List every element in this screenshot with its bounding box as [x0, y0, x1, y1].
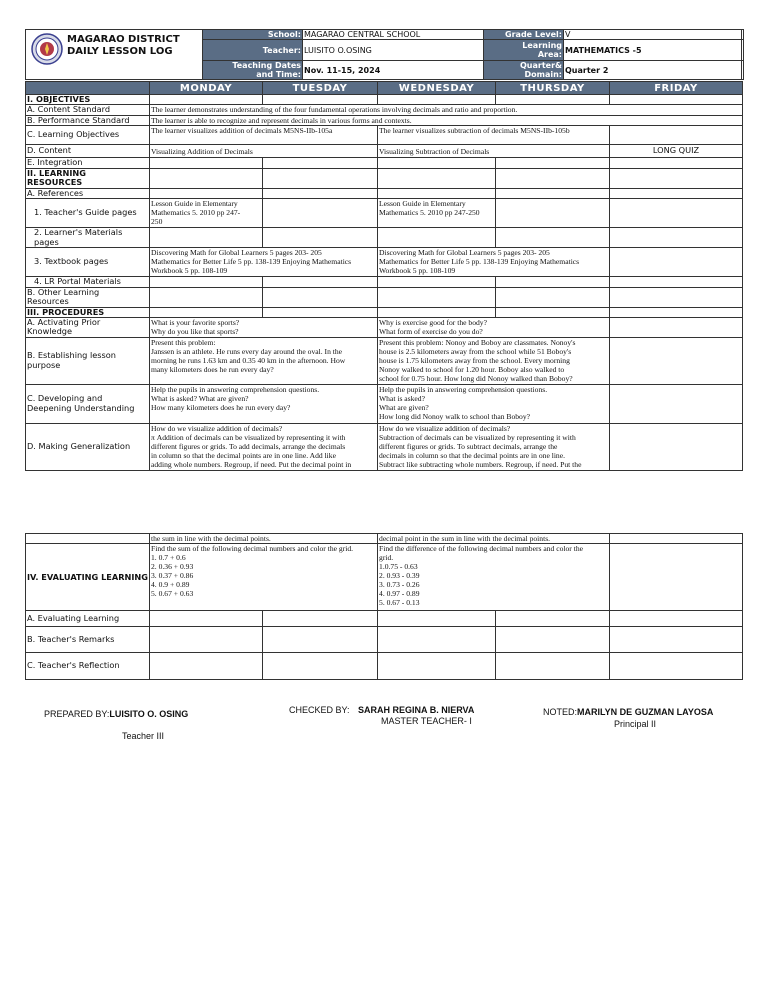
objective-wednesday: The learner visualizes subtraction of decimals M5NS-IIb-105b: [378, 126, 610, 145]
day-header-monday: MONDAY: [150, 82, 263, 95]
noted-by-title: Principal II: [614, 719, 657, 729]
grade-label: Grade Level:: [484, 30, 564, 40]
day-header-thursday: THURSDAY: [496, 82, 610, 95]
objectives-heading: I. OBJECTIVES: [26, 95, 150, 105]
prepared-by-name: LUISITO O. OSING: [109, 709, 189, 719]
area-label: Learning Area:: [484, 40, 564, 61]
prepared-by-block: [44, 709, 188, 719]
generalization-monday-cont: the sum in line with the decimal points.: [150, 534, 378, 544]
dates-label: Teaching Dates and Time:: [203, 61, 303, 80]
day-header-wednesday: WEDNESDAY: [378, 82, 496, 95]
objective-monday: The learner visualizes addition of decimals M5NS-IIb-105a: [150, 126, 378, 145]
checked-by-name: SARAH REGINA B. NIERVA: [358, 705, 475, 715]
evaluation-monday: Find the sum of the following decimal numbers and color the grid. 1. 0.7 + 0.6 2. 0.36 + 0.93 3. 0.37 + 0.86 4. 0.9 + 0.89 5. 0.67 + 0.63: [150, 544, 378, 611]
performance-standard-label: B. Performance Standard: [26, 115, 150, 126]
quarter-value: Quarter 2: [564, 61, 744, 80]
dates-value: Nov. 11-15, 2024: [303, 61, 484, 80]
evaluating-learning-label: A. Evaluating Learning: [26, 611, 150, 627]
noted-by-block: [543, 707, 713, 717]
prepared-by-title: Teacher III: [122, 731, 165, 741]
teachers-guide-wednesday: Lesson Guide in Elementary Mathematics 5. 2010 pp 247-250: [378, 199, 496, 228]
quarter-label: Quarter& Domain:: [484, 61, 564, 80]
developing-monday: Help the pupils in answering comprehension questions. What is asked? What are given? How many kilometers does he run every day?: [150, 384, 378, 423]
content-friday: LONG QUIZ: [610, 145, 743, 158]
procedures-heading: III. PROCEDURES: [26, 307, 150, 317]
title-line-1: MAGARAO DISTRICT: [67, 34, 180, 45]
document-title: [67, 34, 180, 58]
learners-materials-label: 2. Learner's Materials pages: [26, 228, 150, 248]
establishing-wednesday: Present this problem: Nonoy and Boboy are classmates. Nonoy's house is 2.5 kilometers away from the school while 51 Boboy's house is 1.75 kilometers away from the school. Every morning Nonoy walked to school for 1.20 hour. Boboy also walked to school for 0.75 hour. How long did Nonoy walked than Boboy?: [378, 337, 610, 384]
teachers-guide-label: 1. Teacher's Guide pages: [26, 199, 150, 228]
textbook-wednesday: Discovering Math for Global Learners 5 pages 203- 205 Mathematics for Better Life 5 pp. 138-139 Enjoying Mathematics Workbook 5 pp. 108-109: [378, 248, 610, 277]
content-monday: Visualizing Addition of Decimals: [150, 145, 378, 158]
activating-label: A. Activating Prior Knowledge: [26, 317, 150, 337]
content-wednesday: Visualizing Subtraction of Decimals: [378, 145, 610, 158]
other-resources-label: B. Other Learning Resources: [26, 287, 150, 307]
generalization-monday: How do we visualize addition of decimals? π Addition of decimals can be visualized by representing it with different figures or grids. To add decimals, arrange the decimals in column so that the decimal points are in one line. Add like adding whole numbers. Regroup, if need. Put the decimal point in: [150, 423, 378, 470]
grade-value: V: [564, 30, 744, 40]
day-header-tuesday: TUESDAY: [263, 82, 378, 95]
noted-by-name: MARILYN DE GUZMAN LAYOSA: [577, 707, 714, 717]
generalization-wednesday-cont: decimal point in the sum in line with the decimal points.: [378, 534, 610, 544]
evaluation-wednesday: Find the difference of the following decimal numbers and color the grid. 1.0.75 - 0.63 2. 0.93 - 0.39 3. 0.73 - 0.26 4. 0.97 - 0.89 5. 0.67 - 0.13: [378, 544, 610, 611]
activating-monday: What is your favorite sports? Why do you like that sports?: [150, 317, 378, 337]
checked-by-label: CHECKED BY:: [289, 705, 350, 715]
lr-portal-label: 4. LR Portal Materials: [26, 277, 150, 288]
content-label: D. Content: [26, 145, 150, 158]
activating-wednesday: Why is exercise good for the body? What form of exercise do you do?: [378, 317, 610, 337]
content-standard-label: A. Content Standard: [26, 105, 150, 116]
content-standard-text: The learner demonstrates understanding of the four fundamental operations involving decimals and ratio and proportion.: [150, 105, 743, 116]
day-header-blank: [26, 82, 150, 95]
teachers-guide-monday: Lesson Guide in Elementary Mathematics 5. 2010 pp 247- 250: [150, 199, 263, 228]
teachers-remarks-label: B. Teacher's Remarks: [26, 627, 150, 653]
textbook-monday: Discovering Math for Global Learners 5 pages 203- 205 Mathematics for Better Life 5 pp. 138-139 Enjoying Mathematics Workbook 5 pp. 108-109: [150, 248, 378, 277]
area-value: MATHEMATICS -5: [564, 40, 744, 61]
teachers-reflection-label: C. Teacher's Reflection: [26, 653, 150, 680]
title-line-2: DAILY LESSON LOG: [67, 46, 173, 57]
developing-label: C. Developing and Deepening Understanding: [26, 384, 150, 423]
teacher-value: LUISITO O.OSING: [303, 40, 484, 61]
school-value: MAGARAO CENTRAL SCHOOL: [303, 30, 484, 40]
establishing-label: B. Establishing lesson purpose: [26, 337, 150, 384]
learning-resources-heading: II. LEARNING RESOURCES: [26, 168, 150, 188]
learning-objectives-label: C. Learning Objectives: [26, 126, 150, 145]
header-block: [25, 29, 742, 80]
school-label: School:: [203, 30, 303, 40]
header-info-table: [202, 29, 744, 80]
prepared-by-label: PREPARED BY:: [44, 709, 110, 719]
teacher-label: Teacher:: [203, 40, 303, 61]
establishing-monday: Present this problem: Janssen is an athlete. He runs every day around the oval. In the morning he runs 1.63 km and 0.35 40 km in the afternoon. How many kilometers does he run every day?: [150, 337, 378, 384]
deped-seal-icon: [31, 33, 63, 65]
textbook-pages-label: 3. Textbook pages: [26, 248, 150, 277]
evaluating-learning-heading: IV. EVALUATING LEARNING: [26, 544, 150, 611]
references-label: A. References: [26, 188, 150, 199]
lesson-log-table: [25, 81, 743, 471]
lesson-log-continuation-table: [25, 533, 743, 680]
integration-label: E. Integration: [26, 158, 150, 169]
generalization-wednesday: How do we visualize addition of decimals? Subtraction of decimals can be visualized by representing it with different figures or grids. To subtract decimals, arrange the decimals in column so that the decimal points are in one line. Subtract like subtracting whole numbers. Regroup, if need. Put the: [378, 423, 610, 470]
checked-by-block: [289, 705, 474, 715]
noted-by-label: NOTED:: [543, 707, 578, 717]
developing-wednesday: Help the pupils in answering comprehension questions. What is asked? What are given? How long did Nonoy walk to school than Boboy?: [378, 384, 610, 423]
checked-by-title: MASTER TEACHER- I: [381, 716, 472, 726]
day-header-friday: FRIDAY: [610, 82, 743, 95]
performance-standard-text: The learner is able to recognize and represent decimals in various forms and contexts.: [150, 115, 743, 126]
generalization-label: D. Making Generalization: [26, 423, 150, 470]
